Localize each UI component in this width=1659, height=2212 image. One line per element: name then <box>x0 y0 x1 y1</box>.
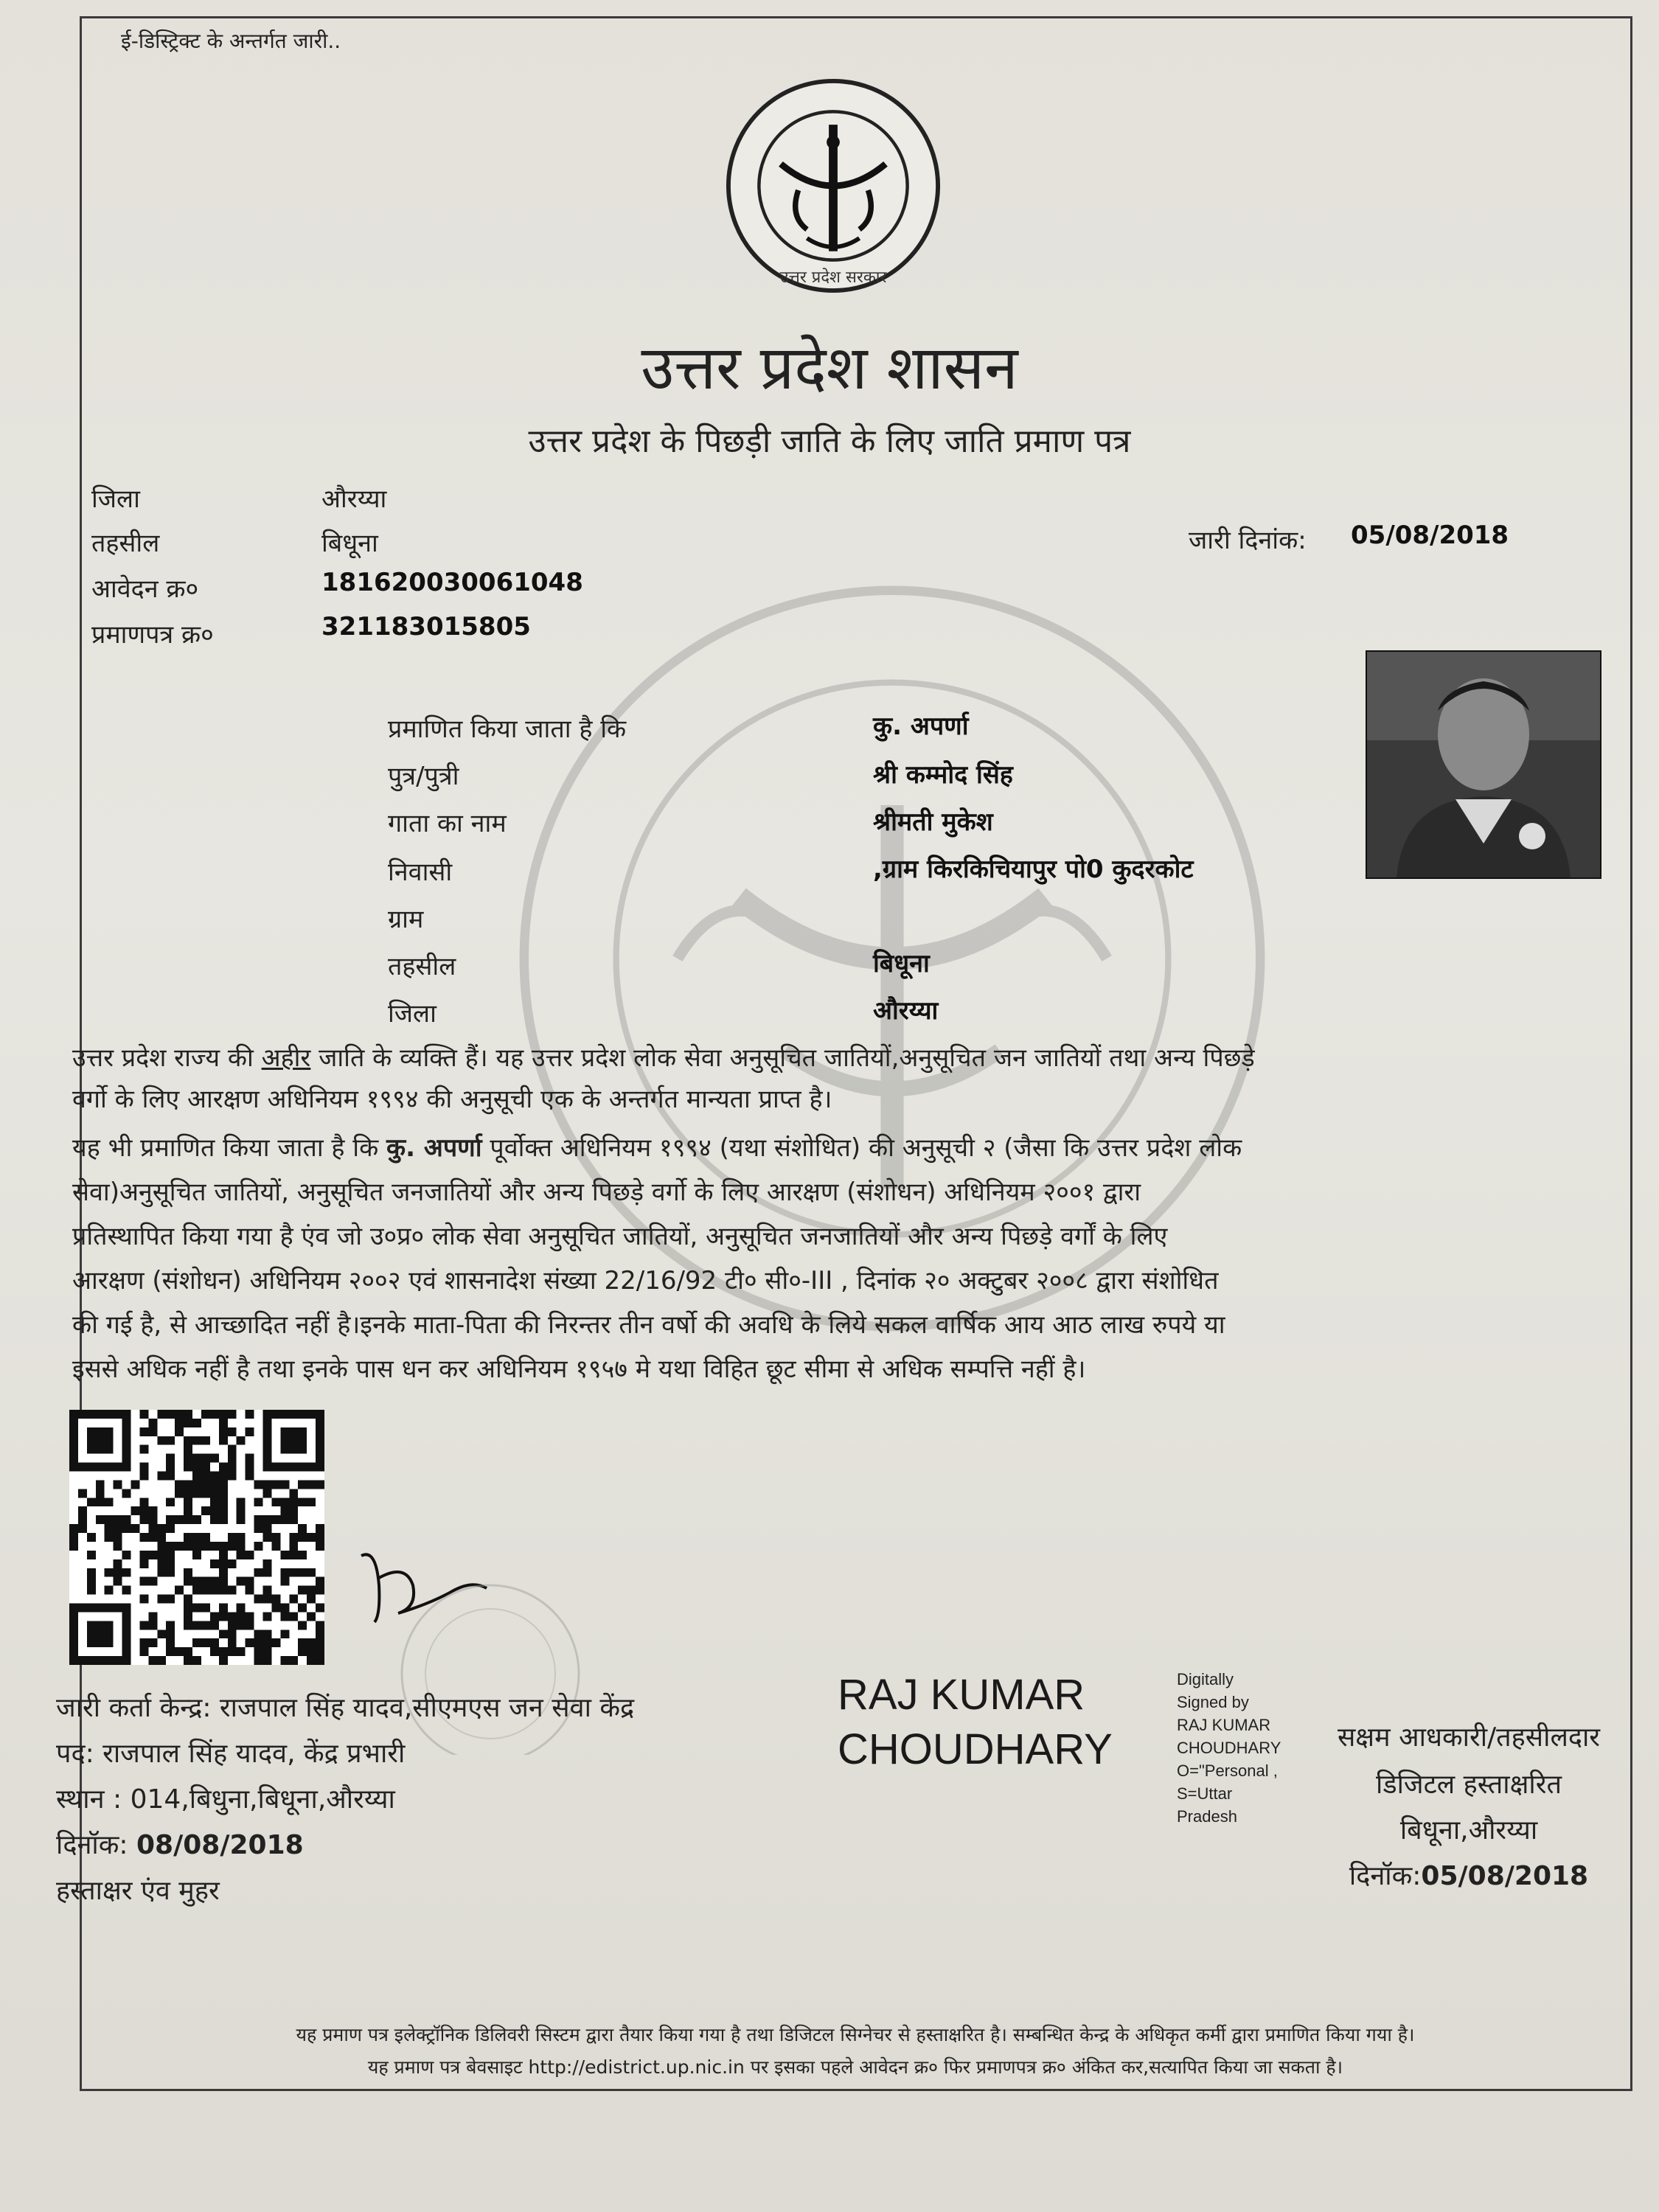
paragraph-2-line-1: यह भी प्रमाणित किया जाता है कि कु. अपर्णा पूर्वोक्त अधिनियम १९९४ (यथा संशोधित) की अनुसूची २ (जैसा कि उत्तर प्रदेश लोक <box>72 1133 1242 1163</box>
officer-date: दिनॉक:05/08/2018 <box>1349 1861 1589 1891</box>
mother-name: श्रीमती मुकेश <box>873 807 993 837</box>
paragraph-2-line-2: सेवा)अनुसूचित जातियों, अनुसूचित जनजातियों और अन्य पिछड़े वर्गो के लिए आरक्षण (संशोधन) अधिनियम २००१ द्वारा <box>72 1178 1141 1207</box>
district-label: जिला <box>91 484 140 514</box>
paragraph-1-line-1: उत्तर प्रदेश राज्य की अहीर जाति के व्यक्ति हैं। यह उत्तर प्रदेश लोक सेवा अनुसूचित जातियों,अनुसूचित जन जातियों तथा अन्य पिछड़े <box>72 1043 1255 1073</box>
district-value: औरय्या <box>321 484 387 514</box>
issuer-post: पद: राजपाल सिंह यादव, केंद्र प्रभारी <box>56 1739 406 1769</box>
paragraph-1-line-2: वर्गो के लिए आरक्षण अधिनियम १९९४ की अनुसूची एक के अन्तर्गत मान्यता प्राप्त है। <box>72 1085 832 1114</box>
tehsil-value: बिधूना <box>321 529 378 558</box>
footer-line-2: यह प्रमाण पत्र बेवसाइट http://edistrict.up.nic.in पर इसका पहले आवेदन क्र० फिर प्रमाणपत्र क्र० अंकित कर,सत्यापित किया जा सकता है। <box>367 2056 1343 2078</box>
up-government-emblem-icon <box>724 77 942 295</box>
detail-district-label: जिला <box>388 999 437 1029</box>
resident-value: ,ग्राम किरकिचियापुर पो0 कुदरकोट <box>873 855 1194 884</box>
digital-signed-label: डिजिटल हस्ताक्षरित <box>1376 1770 1562 1800</box>
detail-district-value: औरय्या <box>873 996 939 1026</box>
caste-name: अहीर <box>261 1043 311 1073</box>
paragraph-2-line-3: प्रतिस्थापित किया गया है एंव जो उ०प्र० लोक सेवा अनुसूचित जातियों, अनुसूचित जनजातियों और अन्य पिछड़े वर्गों के लिए <box>72 1222 1168 1251</box>
father-name: श्री कम्मोद सिंह <box>873 760 1013 790</box>
certificate-no-label: प्रमाणपत्र क्र० <box>91 620 214 650</box>
child-of-label: पुत्र/पुत्री <box>388 762 459 791</box>
certified-name: कु. अपर्णा <box>873 712 969 741</box>
application-no-label: आवेदन क्र० <box>91 574 199 604</box>
paragraph-2-line-4: आरक्षण (संशोधन) अधिनियम २००२ एवं शासनादेश संख्या 22/16/92 टी० सी०-III , दिनांक २० अक्टुबर २००८ द्वारा संशोधित <box>72 1266 1219 1295</box>
signer-name: RAJ KUMAR CHOUDHARY <box>838 1671 1113 1773</box>
issuer-place: स्थान : 014,बिधुना,बिधूना,औरय्या <box>56 1784 395 1815</box>
application-no-value: 181620030061048 <box>321 568 583 597</box>
sign-and-seal-label: हस्ताक्षर एंव मुहर <box>56 1876 220 1906</box>
village-label: ग्राम <box>388 905 424 934</box>
issuing-center: जारी कर्ता केन्द्र: राजपाल सिंह यादव,सीएमएस जन सेवा केंद्र <box>56 1693 635 1723</box>
faint-seal-icon <box>369 1563 612 1755</box>
applicant-photo <box>1366 650 1601 879</box>
digital-signature-details: Digitally Signed by RAJ KUMAR CHOUDHARY O="Personal , S=Uttar Pradesh <box>1177 1670 1281 1826</box>
certificate-no-value: 321183015805 <box>321 612 531 641</box>
paragraph-2-line-6: इससे अधिक नहीं है तथा इनके पास धन कर अधिनियम १९५७ मे यथा विहित छूट सीमा से अधिक सम्पत्ति नहीं है। <box>72 1354 1086 1384</box>
page-title: उत्तर प्रदेश शासन <box>641 333 1018 403</box>
issuer-date: दिनॉक: 08/08/2018 <box>56 1830 304 1860</box>
certificate-subtitle: उत्तर प्रदेश के पिछड़ी जाति के लिए जाति प्रमाण पत्र <box>528 422 1131 460</box>
officer-title: सक्षम आधकारी/तहसीलदार <box>1337 1722 1601 1753</box>
issue-date-label: जारी दिनांक: <box>1189 526 1307 555</box>
person-photo-icon <box>1367 652 1600 877</box>
emblem-text: उत्तर प्रदेश सरकार <box>779 268 887 287</box>
header-note: ई-डिस्ट्रिक्ट के अन्तर्गत जारी.. <box>121 29 341 53</box>
certified-label: प्रमाणित किया जाता है कि <box>388 714 627 744</box>
issue-date-value: 05/08/2018 <box>1351 521 1509 550</box>
detail-tehsil-label: तहसील <box>388 952 456 981</box>
tehsil-label: तहसील <box>91 529 160 558</box>
paragraph-2-line-5: की गई है, से आच्छादित नहीं है।इनके माता-पिता की निरन्तर तीन वर्षो की अवधि के लिये सकल वार्षिक आय आठ लाख रुपये या <box>72 1310 1225 1340</box>
mother-label: गाता का नाम <box>388 809 507 838</box>
paragraph-name: कु. अपर्णा <box>386 1133 482 1163</box>
officer-place: बिधूना,औरय्या <box>1399 1815 1538 1846</box>
qr-code-icon <box>69 1410 324 1665</box>
detail-tehsil-value: बिधूना <box>873 949 930 978</box>
footer-line-1: यह प्रमाण पत्र इलेक्ट्रॉनिक डिलिवरी सिस्टम द्वारा तैयार किया गया है तथा डिजिटल सिग्नेचर से हस्ताक्षरित है। सम्बन्धित केन्द्र के अधिकृत कर्मी द्वारा प्रमाणित किया गया है। <box>296 2024 1415 2045</box>
resident-label: निवासी <box>388 858 453 887</box>
